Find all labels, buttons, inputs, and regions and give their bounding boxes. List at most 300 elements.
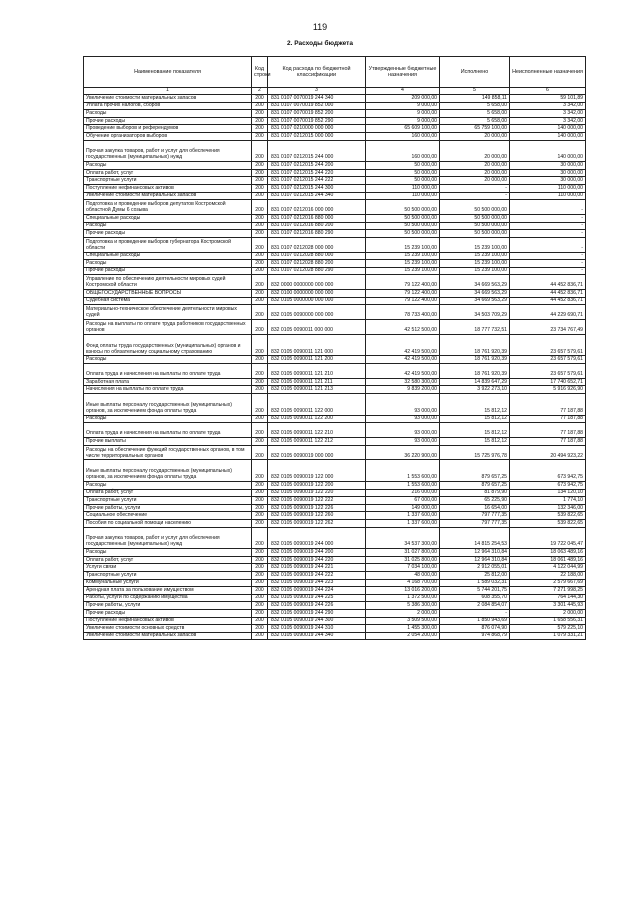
row-approved: 36 220 900,00 — [366, 445, 440, 460]
row-classifier: 832 0105 0090019 244 222 — [268, 571, 366, 579]
row-executed: 2 084 854,07 — [440, 602, 510, 610]
row-code: 200 — [252, 237, 268, 252]
row-executed: - — [440, 184, 510, 192]
row-classifier: 832 0105 0090019 244 221 — [268, 564, 366, 572]
row-classifier: 832 0105 0090019 244 223 — [268, 579, 366, 587]
row-code: 200 — [252, 356, 268, 364]
row-code: 200 — [252, 438, 268, 446]
row-executed: 18 761 920,39 — [440, 334, 510, 356]
table-row — [84, 482, 586, 490]
row-executed: 50 500 000,00 — [440, 222, 510, 230]
row-code: 200 — [252, 305, 268, 320]
row-name: Расходы — [84, 356, 252, 364]
row-unexecuted: 18 061 489,16 — [510, 556, 586, 564]
row-approved: 79 122 400,00 — [366, 275, 440, 290]
column-number-row — [84, 88, 586, 95]
row-code: 200 — [252, 192, 268, 200]
row-approved: 67 000,00 — [366, 497, 440, 505]
table-row — [84, 192, 586, 200]
row-approved: 5 386 300,00 — [366, 602, 440, 610]
table-header-row — [84, 57, 586, 88]
table-row — [84, 549, 586, 557]
row-code: 200 — [252, 95, 268, 103]
table-row — [84, 460, 586, 482]
row-unexecuted: 44 452 836,71 — [510, 290, 586, 298]
row-name: Прочая закупка товаров, работ и услуг для обеспечения государственных (муниципальных) нужд — [84, 527, 252, 549]
row-classifier: 832 0105 0090019 244 200 — [268, 549, 366, 557]
row-name: Специальные расходы — [84, 252, 252, 260]
row-code: 200 — [252, 378, 268, 386]
row-approved: 1 553 600,00 — [366, 460, 440, 482]
row-executed: 14 815 254,53 — [440, 527, 510, 549]
row-name: Прочие расходы — [84, 230, 252, 238]
row-executed: 149 858,11 — [440, 95, 510, 103]
row-approved: 110 000,00 — [366, 192, 440, 200]
row-unexecuted: 1 079 331,21 — [510, 632, 586, 640]
row-executed: 2 912 055,01 — [440, 564, 510, 572]
row-code: 200 — [252, 364, 268, 379]
row-executed: 50 500 000,00 — [440, 230, 510, 238]
row-approved: 50 000,00 — [366, 162, 440, 170]
row-classifier: 832 0105 0090019 244 000 — [268, 527, 366, 549]
row-approved: 9 839 200,00 — [366, 386, 440, 394]
row-code: 200 — [252, 267, 268, 275]
row-executed: 879 657,25 — [440, 460, 510, 482]
row-code: 200 — [252, 132, 268, 140]
row-classifier: 831 0107 0212016 000 000 — [268, 200, 366, 215]
row-code: 200 — [252, 200, 268, 215]
row-name: Подготовка и проведение выборов депутатов Костромской областной Думы 6 созыва — [84, 200, 252, 215]
row-classifier: 832 0105 0090000 000 000 — [268, 305, 366, 320]
row-unexecuted: 1 774,10 — [510, 497, 586, 505]
row-name: Прочие работы, услуги — [84, 602, 252, 610]
table-row — [84, 438, 586, 446]
header-code: Код строки — [252, 57, 268, 88]
row-code: 200 — [252, 117, 268, 125]
row-name: Подготовка и проведение выборов губернатора Костромской области — [84, 237, 252, 252]
table-row — [84, 609, 586, 617]
table-row — [84, 214, 586, 222]
table-row — [84, 184, 586, 192]
row-executed: 20 000,00 — [440, 177, 510, 185]
row-unexecuted: 4 122 044,99 — [510, 564, 586, 572]
row-approved: 15 239 100,00 — [366, 252, 440, 260]
row-unexecuted: - — [510, 267, 586, 275]
row-unexecuted: 77 187,88 — [510, 438, 586, 446]
row-executed: 15 812,12 — [440, 438, 510, 446]
row-name: Транспортные услуги — [84, 177, 252, 185]
table-body — [84, 95, 586, 640]
row-classifier: 832 0105 0090019 122 222 — [268, 497, 366, 505]
row-executed: 34 669 563,29 — [440, 297, 510, 305]
row-name: Прочие выплаты — [84, 438, 252, 446]
row-executed: 20 000,00 — [440, 132, 510, 140]
row-unexecuted: 30 000,00 — [510, 169, 586, 177]
row-unexecuted: 673 942,75 — [510, 482, 586, 490]
row-name: Увеличение стоимости материальных запасов — [84, 95, 252, 103]
row-unexecuted: 140 000,00 — [510, 132, 586, 140]
row-classifier: 832 0105 0090019 000 000 — [268, 445, 366, 460]
row-executed: 15 239 100,00 — [440, 237, 510, 252]
row-classifier: 831 0107 0212015 244 200 — [268, 162, 366, 170]
row-classifier: 831 0107 0212028 880 200 — [268, 260, 366, 268]
row-name: Иные выплаты персоналу государственных (муниципальных) органов, за исключением фонда оплаты труда — [84, 394, 252, 416]
row-approved: 149 000,00 — [366, 504, 440, 512]
table-row — [84, 378, 586, 386]
expenses-table — [83, 56, 586, 640]
table-row — [84, 423, 586, 438]
row-code: 200 — [252, 423, 268, 438]
row-name: Управление по обеспечению деятельности мировых судей Костромской области — [84, 275, 252, 290]
row-unexecuted: - — [510, 237, 586, 252]
row-name: Расходы на обеспечение функций государственных органов, в том числе территориальных органов — [84, 445, 252, 460]
row-classifier: 832 0105 0090019 244 310 — [268, 625, 366, 633]
row-approved: 4 168 700,00 — [366, 579, 440, 587]
row-approved: 13 016 200,00 — [366, 587, 440, 595]
row-classifier: 832 0105 0090019 244 300 — [268, 617, 366, 625]
row-classifier: 832 0105 0090019 244 340 — [268, 632, 366, 640]
row-classifier: 832 0105 0090011 121 213 — [268, 386, 366, 394]
row-executed: 15 812,12 — [440, 415, 510, 423]
header-unexecuted: Неисполненные назначения — [510, 57, 586, 88]
row-code: 200 — [252, 177, 268, 185]
row-name: Увеличение стоимости материальных запасов — [84, 632, 252, 640]
row-code: 200 — [252, 125, 268, 133]
row-executed: 50 500 000,00 — [440, 214, 510, 222]
row-classifier: 831 0107 0212016 880 000 — [268, 214, 366, 222]
row-code: 200 — [252, 252, 268, 260]
row-classifier: 832 0105 0090019 244 220 — [268, 556, 366, 564]
row-name: Услуги связи — [84, 564, 252, 572]
row-approved: 78 733 400,00 — [366, 305, 440, 320]
row-approved: 160 000,00 — [366, 140, 440, 162]
row-classifier: 831 0107 0212015 244 340 — [268, 192, 366, 200]
table-row — [84, 504, 586, 512]
row-unexecuted: 764 144,30 — [510, 594, 586, 602]
row-code: 200 — [252, 162, 268, 170]
row-executed: 15 812,12 — [440, 394, 510, 416]
row-approved: 93 000,00 — [366, 415, 440, 423]
row-approved: 15 239 100,00 — [366, 267, 440, 275]
row-executed: 3 922 273,10 — [440, 386, 510, 394]
table-row — [84, 140, 586, 162]
row-unexecuted: 1 658 556,31 — [510, 617, 586, 625]
table-row — [84, 556, 586, 564]
row-approved: 2 000,00 — [366, 609, 440, 617]
row-executed: 34 503 709,29 — [440, 305, 510, 320]
row-code: 200 — [252, 184, 268, 192]
table-row — [84, 230, 586, 238]
row-code: 200 — [252, 102, 268, 110]
row-executed: 15 812,12 — [440, 423, 510, 438]
row-name: Оплата работ, услуг — [84, 556, 252, 564]
row-classifier: 832 0105 0090011 121 211 — [268, 378, 366, 386]
row-executed: 876 074,90 — [440, 625, 510, 633]
row-unexecuted: 77 187,88 — [510, 394, 586, 416]
row-executed: 34 669 563,29 — [440, 290, 510, 298]
row-classifier: 831 0107 0212015 244 000 — [268, 140, 366, 162]
row-classifier: 832 0105 0090011 121 000 — [268, 334, 366, 356]
row-classifier: 832 0100 0000000 000 000 — [268, 290, 366, 298]
row-classifier: 831 0107 0212028 880 290 — [268, 267, 366, 275]
row-approved: 209 000,00 — [366, 95, 440, 103]
row-approved: 79 122 400,00 — [366, 297, 440, 305]
row-executed: 5 658,00 — [440, 117, 510, 125]
table-row — [84, 364, 586, 379]
row-unexecuted: 17 740 652,71 — [510, 378, 586, 386]
row-unexecuted: 3 342,00 — [510, 102, 586, 110]
row-classifier: 832 0105 0090011 122 200 — [268, 415, 366, 423]
row-executed: 65 759 100,00 — [440, 125, 510, 133]
row-code: 200 — [252, 320, 268, 335]
column-number: 4 — [366, 88, 440, 95]
row-classifier: 831 0107 0212015 244 220 — [268, 169, 366, 177]
row-executed: 15 239 100,00 — [440, 267, 510, 275]
header-classifier: Код расхода по бюджетной классификации — [268, 57, 366, 88]
row-unexecuted: 134 120,10 — [510, 489, 586, 497]
row-approved: 7 034 100,00 — [366, 564, 440, 572]
table-row — [84, 445, 586, 460]
row-executed: 5 658,00 — [440, 102, 510, 110]
row-code: 200 — [252, 497, 268, 505]
row-executed: 974 868,79 — [440, 632, 510, 640]
row-classifier: 831 0107 0212016 880 200 — [268, 222, 366, 230]
row-approved: 1 337 600,00 — [366, 512, 440, 520]
row-code: 200 — [252, 519, 268, 527]
row-executed: 797 777,35 — [440, 512, 510, 520]
row-code: 200 — [252, 579, 268, 587]
table-row — [84, 497, 586, 505]
row-classifier: 832 0105 0090019 244 290 — [268, 609, 366, 617]
table-row — [84, 334, 586, 356]
row-unexecuted: 23 657 579,61 — [510, 364, 586, 379]
row-classifier: 832 0105 0090019 244 224 — [268, 587, 366, 595]
table-row — [84, 527, 586, 549]
row-code: 200 — [252, 512, 268, 520]
row-code: 200 — [252, 482, 268, 490]
column-number: 3 — [268, 88, 366, 95]
row-approved: 2 054 200,00 — [366, 632, 440, 640]
row-approved: 1 337 600,00 — [366, 519, 440, 527]
column-number: 5 — [440, 88, 510, 95]
row-code: 200 — [252, 460, 268, 482]
row-executed: 608 355,70 — [440, 594, 510, 602]
row-name: Обучение организаторов выборов — [84, 132, 252, 140]
row-classifier: 832 0105 0090019 244 225 — [268, 594, 366, 602]
row-classifier: 832 0105 0090011 121 210 — [268, 364, 366, 379]
row-unexecuted: 77 187,88 — [510, 423, 586, 438]
row-approved: 9 000,00 — [366, 102, 440, 110]
table-row — [84, 602, 586, 610]
row-unexecuted: 30 000,00 — [510, 177, 586, 185]
row-code: 200 — [252, 625, 268, 633]
table-row — [84, 512, 586, 520]
table-row — [84, 297, 586, 305]
row-unexecuted: 23 734 767,49 — [510, 320, 586, 335]
row-unexecuted: 77 187,88 — [510, 415, 586, 423]
row-unexecuted: 110 000,00 — [510, 192, 586, 200]
row-name: Прочие работы, услуги — [84, 504, 252, 512]
row-approved: 3 509 500,00 — [366, 617, 440, 625]
row-classifier: 832 0105 0090011 122 210 — [268, 423, 366, 438]
row-code: 200 — [252, 169, 268, 177]
row-unexecuted: 3 342,00 — [510, 110, 586, 118]
row-approved: 1 455 300,00 — [366, 625, 440, 633]
row-executed: 12 964 310,84 — [440, 549, 510, 557]
row-name: Пособия по социальной помощи населению — [84, 519, 252, 527]
row-executed: 14 839 647,29 — [440, 378, 510, 386]
row-code: 200 — [252, 594, 268, 602]
table-row — [84, 275, 586, 290]
row-approved: 32 580 300,00 — [366, 378, 440, 386]
row-approved: 50 500 000,00 — [366, 222, 440, 230]
row-unexecuted: 3 342,00 — [510, 117, 586, 125]
row-name: Расходы — [84, 549, 252, 557]
row-name: Специальные расходы — [84, 214, 252, 222]
row-unexecuted: 19 722 045,47 — [510, 527, 586, 549]
row-name: Расходы на выплаты по оплате труда работников государственных органов — [84, 320, 252, 335]
row-approved: 93 000,00 — [366, 423, 440, 438]
table-row — [84, 489, 586, 497]
row-name: Прочие расходы — [84, 267, 252, 275]
column-number: 6 — [510, 88, 586, 95]
row-name: Поступление нефинансовых активов — [84, 184, 252, 192]
row-executed: 18 761 920,39 — [440, 364, 510, 379]
row-executed: 65 225,90 — [440, 497, 510, 505]
row-code: 200 — [252, 110, 268, 118]
table-row — [84, 386, 586, 394]
row-approved: 15 239 100,00 — [366, 260, 440, 268]
header-approved: Утвержденные бюджетные назначения — [366, 57, 440, 88]
row-name: Материально-техническое обеспечение деятельности мировых судей — [84, 305, 252, 320]
row-name: Коммунальные услуги — [84, 579, 252, 587]
row-unexecuted: 110 000,00 — [510, 184, 586, 192]
column-number: 1 — [84, 88, 252, 95]
row-name: Проведение выборов и референдумов — [84, 125, 252, 133]
row-name: Оплата труда и начисления на выплаты по оплате труда — [84, 423, 252, 438]
row-executed: 879 657,25 — [440, 482, 510, 490]
row-approved: 15 239 100,00 — [366, 237, 440, 252]
row-code: 200 — [252, 617, 268, 625]
row-executed: 5 658,00 — [440, 110, 510, 118]
row-approved: 9 000,00 — [366, 110, 440, 118]
row-name: ОБЩЕГОСУДАРСТВЕННЫЕ ВОПРОСЫ — [84, 290, 252, 298]
row-executed: 16 654,00 — [440, 504, 510, 512]
row-unexecuted: - — [510, 214, 586, 222]
row-approved: 9 000,00 — [366, 117, 440, 125]
row-code: 200 — [252, 445, 268, 460]
table-row — [84, 162, 586, 170]
row-unexecuted: 44 452 836,71 — [510, 297, 586, 305]
row-code: 200 — [252, 556, 268, 564]
row-executed: 25 812,00 — [440, 571, 510, 579]
section-title: 2. Расходы бюджета — [287, 40, 353, 47]
row-name: Арендная плата за пользование имуществом — [84, 587, 252, 595]
row-classifier: 832 0105 0090011 000 000 — [268, 320, 366, 335]
row-code: 200 — [252, 275, 268, 290]
table-row — [84, 252, 586, 260]
row-name: Поступление нефинансовых активов — [84, 617, 252, 625]
row-name: Транспортные услуги — [84, 571, 252, 579]
table-row — [84, 200, 586, 215]
row-name: Расходы — [84, 222, 252, 230]
row-code: 200 — [252, 290, 268, 298]
row-unexecuted: 7 271 998,25 — [510, 587, 586, 595]
table-row — [84, 415, 586, 423]
row-classifier: 832 0000 0000000 000 000 — [268, 275, 366, 290]
row-approved: 79 122 400,00 — [366, 290, 440, 298]
row-code: 200 — [252, 489, 268, 497]
table-row — [84, 564, 586, 572]
table-row — [84, 110, 586, 118]
row-code: 200 — [252, 527, 268, 549]
row-classifier: 832 0105 0090019 122 220 — [268, 489, 366, 497]
row-classifier: 831 0107 0212028 000 000 — [268, 237, 366, 252]
row-code: 200 — [252, 632, 268, 640]
table-row — [84, 320, 586, 335]
row-executed: 15 725 976,78 — [440, 445, 510, 460]
row-name: Расходы — [84, 415, 252, 423]
table-row — [84, 260, 586, 268]
row-code: 200 — [252, 587, 268, 595]
row-name: Начисления на выплаты по оплате труда — [84, 386, 252, 394]
row-executed: 34 669 563,29 — [440, 275, 510, 290]
row-name: Работы, услуги по содержанию имущества — [84, 594, 252, 602]
row-classifier: 831 0107 0070019 852 290 — [268, 117, 366, 125]
column-number: 2 — [252, 88, 268, 95]
row-classifier: 832 0105 0090019 244 226 — [268, 602, 366, 610]
row-approved: 216 000,00 — [366, 489, 440, 497]
row-approved: 1 553 600,00 — [366, 482, 440, 490]
row-unexecuted: 2 579 667,69 — [510, 579, 586, 587]
row-unexecuted: 5 916 926,90 — [510, 386, 586, 394]
row-unexecuted: 579 225,10 — [510, 625, 586, 633]
row-code: 200 — [252, 564, 268, 572]
table-row — [84, 625, 586, 633]
row-name: Уплата прочих налогов, сборов — [84, 102, 252, 110]
row-name: Иные выплаты персоналу государственных (муниципальных) органов, за исключением фонда оплаты труда — [84, 460, 252, 482]
table-row — [84, 102, 586, 110]
row-unexecuted: - — [510, 252, 586, 260]
row-approved: 34 537 300,00 — [366, 527, 440, 549]
row-code: 200 — [252, 222, 268, 230]
row-name: Расходы — [84, 260, 252, 268]
row-classifier: 832 0105 0090019 122 000 — [268, 460, 366, 482]
page-number: 119 — [312, 22, 328, 32]
table-row — [84, 305, 586, 320]
row-unexecuted: 44 229 690,71 — [510, 305, 586, 320]
row-code: 200 — [252, 394, 268, 416]
row-code: 200 — [252, 504, 268, 512]
row-approved: 42 419 500,00 — [366, 356, 440, 364]
row-executed: 18 761 920,39 — [440, 356, 510, 364]
row-executed: 797 777,35 — [440, 519, 510, 527]
table-row — [84, 125, 586, 133]
row-unexecuted: 59 101,89 — [510, 95, 586, 103]
row-executed: 20 000,00 — [440, 169, 510, 177]
row-unexecuted: 44 452 836,71 — [510, 275, 586, 290]
header-executed: Исполнено — [440, 57, 510, 88]
row-unexecuted: 140 000,00 — [510, 140, 586, 162]
row-classifier: 832 0105 0090019 122 226 — [268, 504, 366, 512]
row-unexecuted: 22 188,00 — [510, 571, 586, 579]
row-code: 200 — [252, 334, 268, 356]
row-approved: 31 025 800,00 — [366, 556, 440, 564]
row-unexecuted: 23 657 579,61 — [510, 356, 586, 364]
row-approved: 65 609 100,00 — [366, 125, 440, 133]
row-classifier: 832 0105 0090011 122 000 — [268, 394, 366, 416]
row-code: 200 — [252, 214, 268, 222]
